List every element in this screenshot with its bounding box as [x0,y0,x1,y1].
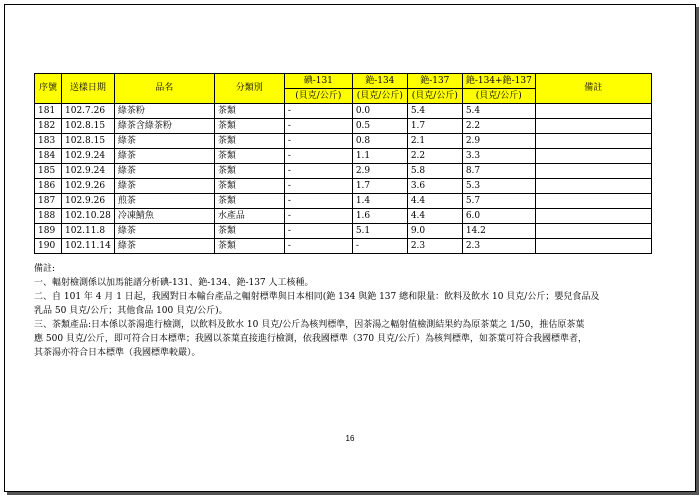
cell-serial: 181 [35,104,62,119]
cell-date: 102.8.15 [62,134,115,149]
cell-cs134: 1.1 [352,149,407,164]
cell-serial: 185 [35,164,62,179]
table-row [35,224,652,239]
cell-cs137: 4.4 [407,194,462,209]
cell-cs-sum: 5.3 [462,179,535,194]
cell-cs137: 5.4 [407,104,462,119]
cell-product: 綠茶含綠茶粉 [114,119,214,134]
unit-cs-sum: (貝克/公斤) [462,89,535,104]
radiation-test-table [34,73,652,254]
cell-remarks [535,119,651,134]
cell-serial: 190 [35,239,62,254]
cell-cs137: 2.3 [407,239,462,254]
cell-date: 102.9.26 [62,179,115,194]
cell-cs-sum: 2.9 [462,134,535,149]
header-remarks: 備註 [535,74,651,104]
unit-i131: (貝克/公斤) [284,89,352,104]
cell-cs-sum: 6.0 [462,209,535,224]
header-serial: 序號 [35,74,62,104]
cell-cs134: 2.9 [352,164,407,179]
cell-serial: 188 [35,209,62,224]
table-row [35,149,652,164]
cell-cs137: 1.7 [407,119,462,134]
cell-i131: - [284,224,352,239]
cell-cs-sum: 2.2 [462,119,535,134]
cell-serial: 183 [35,134,62,149]
cell-product: 綠茶 [114,134,214,149]
note-line: 三、茶類產品:日本係以茶湯進行檢測，以飲料及飲水 10 貝克/公斤為核判標準，因茶湯之輻射值檢測結果約為原茶葉之 1/50，推估原茶葉 [34,320,585,330]
cell-category: 茶類 [214,224,284,239]
cell-i131: - [284,119,352,134]
cell-cs134: 1.7 [352,179,407,194]
cell-cs-sum: 3.3 [462,149,535,164]
note-line: 二、自 101 年 4 月 1 日起，我國對日本輸台產品之輻射標準與日本相同(銫 134 與銫 137 總和限量：飲料及飲水 10 貝克/公斤；嬰兒食品及 [34,292,600,302]
header-cs134: 銫-134 [352,74,407,89]
cell-remarks [535,134,651,149]
cell-category: 茶類 [214,104,284,119]
cell-category: 茶類 [214,194,284,209]
table-row [35,239,652,254]
header-product: 品名 [114,74,214,104]
cell-product: 綠茶 [114,239,214,254]
notes-title: 備註: [34,264,56,274]
cell-cs-sum: 5.4 [462,104,535,119]
cell-product: 綠茶 [114,149,214,164]
cell-serial: 184 [35,149,62,164]
cell-cs-sum: 2.3 [462,239,535,254]
table-header [35,74,652,104]
note-line: 應 500 貝克/公斤，即可符合日本標準；我國以茶葉直接進行檢測，依我國標準（370 貝克/公斤）為核判標準，如茶葉可符合我國標準者， [34,334,588,344]
cell-category: 水產品 [214,209,284,224]
cell-date: 102.7.26 [62,104,115,119]
notes-section [34,262,664,360]
unit-cs134: (貝克/公斤) [352,89,407,104]
cell-cs134: 0.5 [352,119,407,134]
cell-remarks [535,239,651,254]
header-cs-sum: 銫-134+銫-137 [462,74,535,89]
cell-category: 茶類 [214,119,284,134]
table-row [35,179,652,194]
cell-cs134: - [352,239,407,254]
cell-product: 綠茶粉 [114,104,214,119]
cell-cs134: 0.8 [352,134,407,149]
table-row [35,194,652,209]
cell-remarks [535,164,651,179]
page-number: 16 [345,434,355,443]
cell-i131: - [284,194,352,209]
cell-date: 102.9.26 [62,194,115,209]
cell-category: 茶類 [214,149,284,164]
cell-product: 煎茶 [114,194,214,209]
cell-i131: - [284,134,352,149]
cell-date: 102.9.24 [62,149,115,164]
cell-remarks [535,179,651,194]
table-row [35,209,652,224]
cell-category: 茶類 [214,179,284,194]
table-row [35,104,652,119]
cell-product: 綠茶 [114,179,214,194]
cell-cs137: 5.8 [407,164,462,179]
cell-i131: - [284,104,352,119]
cell-remarks [535,209,651,224]
cell-date: 102.11.8 [62,224,115,239]
cell-cs134: 5.1 [352,224,407,239]
cell-i131: - [284,164,352,179]
cell-serial: 187 [35,194,62,209]
cell-date: 102.11.14 [62,239,115,254]
cell-cs137: 3.6 [407,179,462,194]
cell-cs137: 2.1 [407,134,462,149]
cell-i131: - [284,239,352,254]
cell-category: 茶類 [214,239,284,254]
header-i131: 碘-131 [284,74,352,89]
cell-cs137: 4.4 [407,209,462,224]
cell-cs137: 9.0 [407,224,462,239]
cell-date: 102.8.15 [62,119,115,134]
table-row [35,134,652,149]
cell-cs-sum: 8.7 [462,164,535,179]
cell-cs-sum: 5.7 [462,194,535,209]
header-cs137: 銫-137 [407,74,462,89]
cell-product: 綠茶 [114,224,214,239]
cell-product: 綠茶 [114,164,214,179]
cell-date: 102.10.28 [62,209,115,224]
cell-category: 茶類 [214,164,284,179]
cell-serial: 189 [35,224,62,239]
cell-cs-sum: 14.2 [462,224,535,239]
unit-cs137: (貝克/公斤) [407,89,462,104]
cell-i131: - [284,209,352,224]
header-date: 送樣日期 [62,74,115,104]
cell-remarks [535,104,651,119]
note-line: 其茶湯亦符合日本標準（我國標準較嚴）。 [34,348,201,358]
note-line: 乳品 50 貝克/公斤；其他食品 100 貝克/公斤)。 [34,306,228,316]
cell-product: 冷凍鯖魚 [114,209,214,224]
cell-serial: 186 [35,179,62,194]
cell-remarks [535,224,651,239]
cell-remarks [535,194,651,209]
cell-cs134: 0.0 [352,104,407,119]
table-body [35,104,652,254]
cell-category: 茶類 [214,134,284,149]
table-row [35,164,652,179]
cell-date: 102.9.24 [62,164,115,179]
table-row [35,119,652,134]
cell-remarks [535,149,651,164]
header-category: 分類別 [214,74,284,104]
cell-cs134: 1.6 [352,209,407,224]
cell-cs134: 1.4 [352,194,407,209]
cell-i131: - [284,149,352,164]
cell-i131: - [284,179,352,194]
cell-cs137: 2.2 [407,149,462,164]
cell-serial: 182 [35,119,62,134]
note-line: 一、輻射檢測係以加馬能譜分析碘-131、銫-134、銫-137 人工核種。 [34,278,314,288]
